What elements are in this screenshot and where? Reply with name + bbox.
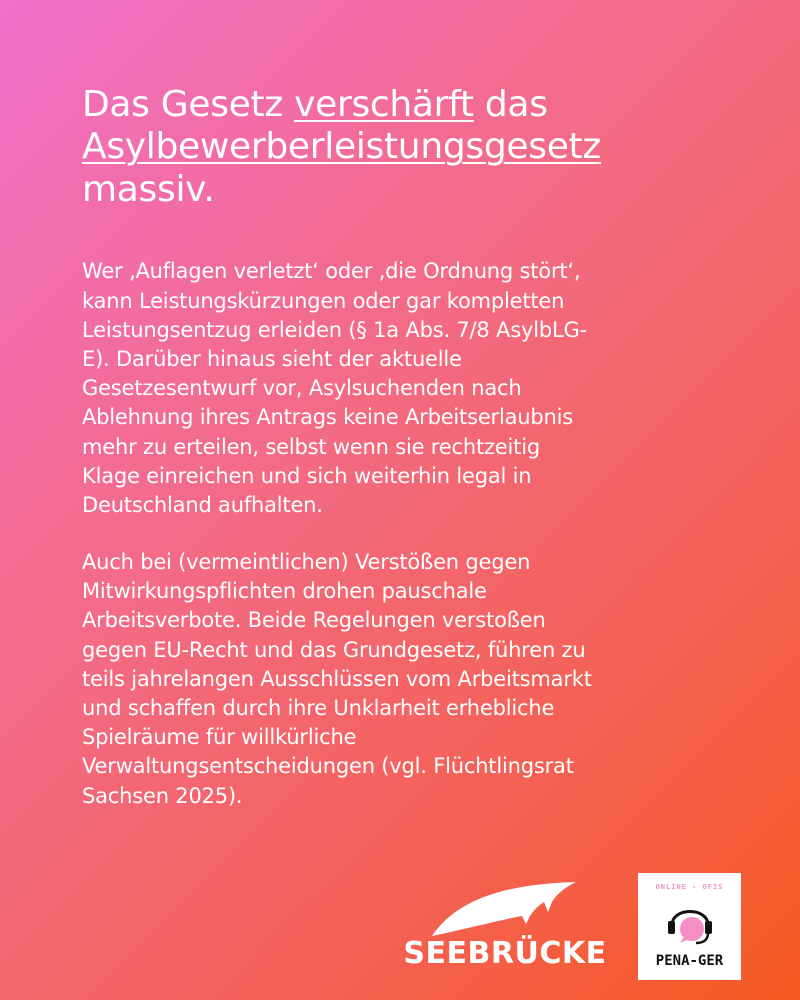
paragraph-line: Mitwirkungspflichten drohen pauschale [82,579,487,604]
wave-icon [430,880,580,938]
paragraph-line: Gesetzesentwurf vor, Asylsuchenden nach [82,376,522,401]
headline-text-1: Das Gesetz [82,84,295,125]
headline-text-2: das [473,84,548,125]
headline [82,84,732,211]
paragraph-line: mehr zu erteilen, selbst wenn sie rechtzeitig [82,434,540,459]
headline-underlined-verschaerft: verschärft [294,84,474,125]
paragraph-2 [82,548,732,811]
headline-text-3: massiv. [82,168,215,210]
paragraph-line: Wer ‚Auflagen verletzt‘ oder ‚die Ordnung stört‘, [82,259,581,284]
paragraph-line: Ablehnung ihres Antrags keine Arbeitserlaubnis [82,405,574,430]
paragraph-line: gegen EU-Recht und das Grundgesetz, führen zu [82,637,586,662]
paragraph-1 [82,257,732,520]
paragraph-line: Verwaltungsentscheidungen (vgl. Flüchtlingsrat [82,754,574,779]
headset-chat-icon [662,895,718,947]
seebruecke-wordmark: SEEBRÜCKE [403,936,607,971]
paragraph-line: Klage einreichen und sich weiterhin legal in [82,463,532,488]
paragraph-line: Arbeitsverbote. Beide Regelungen verstoßen [82,608,546,633]
paragraph-line: Deutschland aufhalten. [82,492,323,517]
headline-underlined-law: Asylbewerberleistungsgesetz [82,126,601,168]
paragraph-line: teils jahrelangen Ausschlüssen vom Arbeitsmarkt [82,666,592,691]
pena-name: PENA-GER [655,953,724,969]
pena-ger-logo [638,873,741,980]
paragraph-line: kann Leistungskürzungen oder gar kompletten [82,288,565,313]
pena-tagline: ONLINE - OFIS [655,883,724,891]
paragraph-line: Spielräume für willkürliche [82,725,357,750]
paragraph-line: Sachsen 2025). [82,783,243,808]
main-content [82,84,732,839]
paragraph-line: und schaffen durch ihre Unklarheit erhebliche [82,696,555,721]
paragraph-line: E). Darüber hinaus sieht der aktuelle [82,346,462,371]
seebruecke-logo [400,880,610,975]
paragraph-line: Leistungsentzug erleiden (§ 1a Abs. 7/8 AsylbLG- [82,317,587,342]
paragraph-line: Auch bei (vermeintlichen) Verstößen gegen [82,550,531,575]
